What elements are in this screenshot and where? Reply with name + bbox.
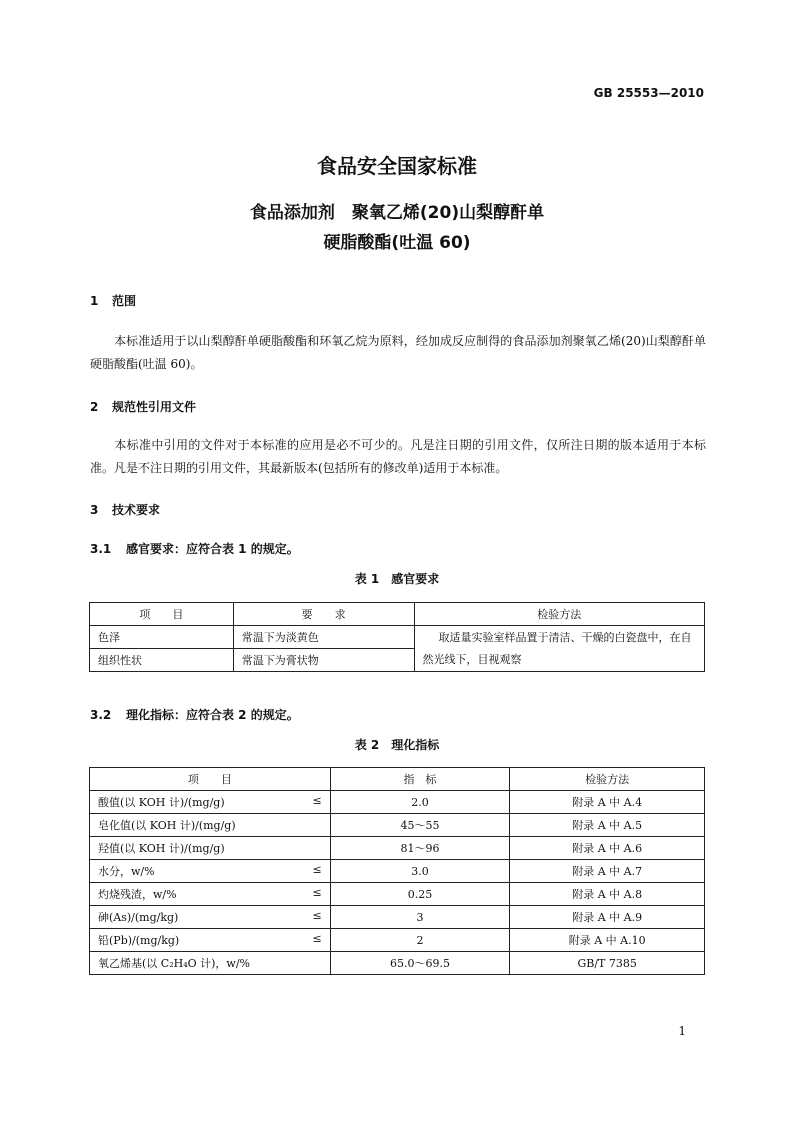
section-number: 3.1 <box>90 542 112 556</box>
section-title: 范围 <box>112 294 137 308</box>
item-cell <box>90 860 331 883</box>
item-label: 铅(Pb)/(mg/kg) <box>98 934 180 947</box>
document-subtitle-line2: 硬脂酸酯(吐温 60) <box>323 233 471 253</box>
paragraph-text: 本标准中引用的文件对于本标准的应用是必不可少的。凡是注日期的引用文件，仅所注日期的版本适用于本标准。凡是不注日期的引用文件，其最新版本(包括所有的修改单)适用于本标准。 <box>90 438 706 475</box>
section-title: 技术要求 <box>112 503 161 517</box>
section-1-heading <box>90 292 136 309</box>
method-cell: 附录 A 中 A.4 <box>510 791 705 814</box>
item-cell <box>90 814 331 837</box>
section-2-heading <box>90 398 196 415</box>
section-title: 感官要求：应符合表 1 的规定。 <box>126 542 299 556</box>
section-2-paragraph <box>90 434 706 480</box>
section-3-2-heading <box>90 706 299 723</box>
table-row <box>90 791 705 814</box>
value-cell: 81～96 <box>330 837 510 860</box>
value-cell: 2 <box>330 929 510 952</box>
item-cell: 组织性状 <box>90 649 234 672</box>
limit-symbol: ≤ <box>312 794 322 807</box>
value-cell: 3.0 <box>330 860 510 883</box>
item-cell <box>90 929 331 952</box>
table-row <box>90 906 705 929</box>
item-label: 水分，w/% <box>98 865 155 878</box>
table-row <box>90 883 705 906</box>
section-3-1-heading <box>90 540 299 557</box>
method-cell: 附录 A 中 A.7 <box>510 860 705 883</box>
requirement-cell: 常温下为膏状物 <box>233 649 414 672</box>
table-row <box>90 860 705 883</box>
item-cell <box>90 883 331 906</box>
section-3-heading <box>90 501 160 518</box>
table-1-caption: 表 1 感官要求 <box>354 572 440 586</box>
item-cell: 色泽 <box>90 626 234 649</box>
section-1-paragraph <box>90 330 706 376</box>
section-number: 3 <box>90 503 99 517</box>
limit-symbol: ≤ <box>312 932 322 945</box>
column-header: 指 标 <box>330 768 510 791</box>
item-label: 皂化值(以 KOH 计)/(mg/g) <box>98 819 236 832</box>
column-header: 检验方法 <box>414 603 704 626</box>
value-cell: 0.25 <box>330 883 510 906</box>
item-cell <box>90 906 331 929</box>
paragraph-text: 本标准适用于以山梨醇酐单硬脂酸酯和环氧乙烷为原料，经加成反应制得的食品添加剂聚氧乙烯(20)山梨醇酐单硬脂酸酯(吐温 60)。 <box>90 334 706 371</box>
section-number: 3.2 <box>90 708 112 722</box>
sensory-requirements-table <box>89 602 705 672</box>
item-label: 氧乙烯基(以 C₂H₄O 计)，w/% <box>98 957 250 970</box>
column-header: 检验方法 <box>510 768 705 791</box>
method-cell: 附录 A 中 A.10 <box>510 929 705 952</box>
standard-number: GB 25553—2010 <box>593 86 704 100</box>
document-title: 食品安全国家标准 <box>317 154 477 178</box>
limit-symbol: ≤ <box>312 909 322 922</box>
table-row <box>90 837 705 860</box>
item-cell <box>90 952 331 975</box>
value-cell: 45～55 <box>330 814 510 837</box>
table-row <box>90 814 705 837</box>
table-header-row <box>90 768 705 791</box>
item-cell <box>90 791 331 814</box>
table-row <box>90 952 705 975</box>
item-label: 酸值(以 KOH 计)/(mg/g) <box>98 796 225 809</box>
column-header: 要 求 <box>233 603 414 626</box>
item-cell <box>90 837 331 860</box>
section-number: 1 <box>90 294 99 308</box>
value-cell: 3 <box>330 906 510 929</box>
section-number: 2 <box>90 400 99 414</box>
item-label: 砷(As)/(mg/kg) <box>98 911 179 924</box>
method-cell: GB/T 7385 <box>510 952 705 975</box>
table-2-caption: 表 2 理化指标 <box>354 738 440 752</box>
section-title: 规范性引用文件 <box>112 400 197 414</box>
column-header: 项 目 <box>90 768 331 791</box>
page-number: 1 <box>678 1024 686 1038</box>
physicochemical-indicators-table <box>89 767 705 975</box>
method-cell: 附录 A 中 A.9 <box>510 906 705 929</box>
table-header-row <box>90 603 705 626</box>
method-cell: 取适量实验室样品置于清洁、干燥的白瓷盘中，在自然光线下，目视观察 <box>414 626 704 672</box>
method-cell: 附录 A 中 A.8 <box>510 883 705 906</box>
document-subtitle-line1: 食品添加剂 聚氧乙烯(20)山梨醇酐单 <box>249 203 545 223</box>
section-title: 理化指标：应符合表 2 的规定。 <box>126 708 299 722</box>
table-row <box>90 929 705 952</box>
item-label: 羟值(以 KOH 计)/(mg/g) <box>98 842 225 855</box>
limit-symbol: ≤ <box>312 863 322 876</box>
requirement-cell: 常温下为淡黄色 <box>233 626 414 649</box>
table-row <box>90 626 705 649</box>
limit-symbol: ≤ <box>312 886 322 899</box>
value-cell: 65.0～69.5 <box>330 952 510 975</box>
column-header: 项 目 <box>90 603 234 626</box>
item-label: 灼烧残渣，w/% <box>98 888 177 901</box>
method-cell: 附录 A 中 A.6 <box>510 837 705 860</box>
value-cell: 2.0 <box>330 791 510 814</box>
method-cell: 附录 A 中 A.5 <box>510 814 705 837</box>
